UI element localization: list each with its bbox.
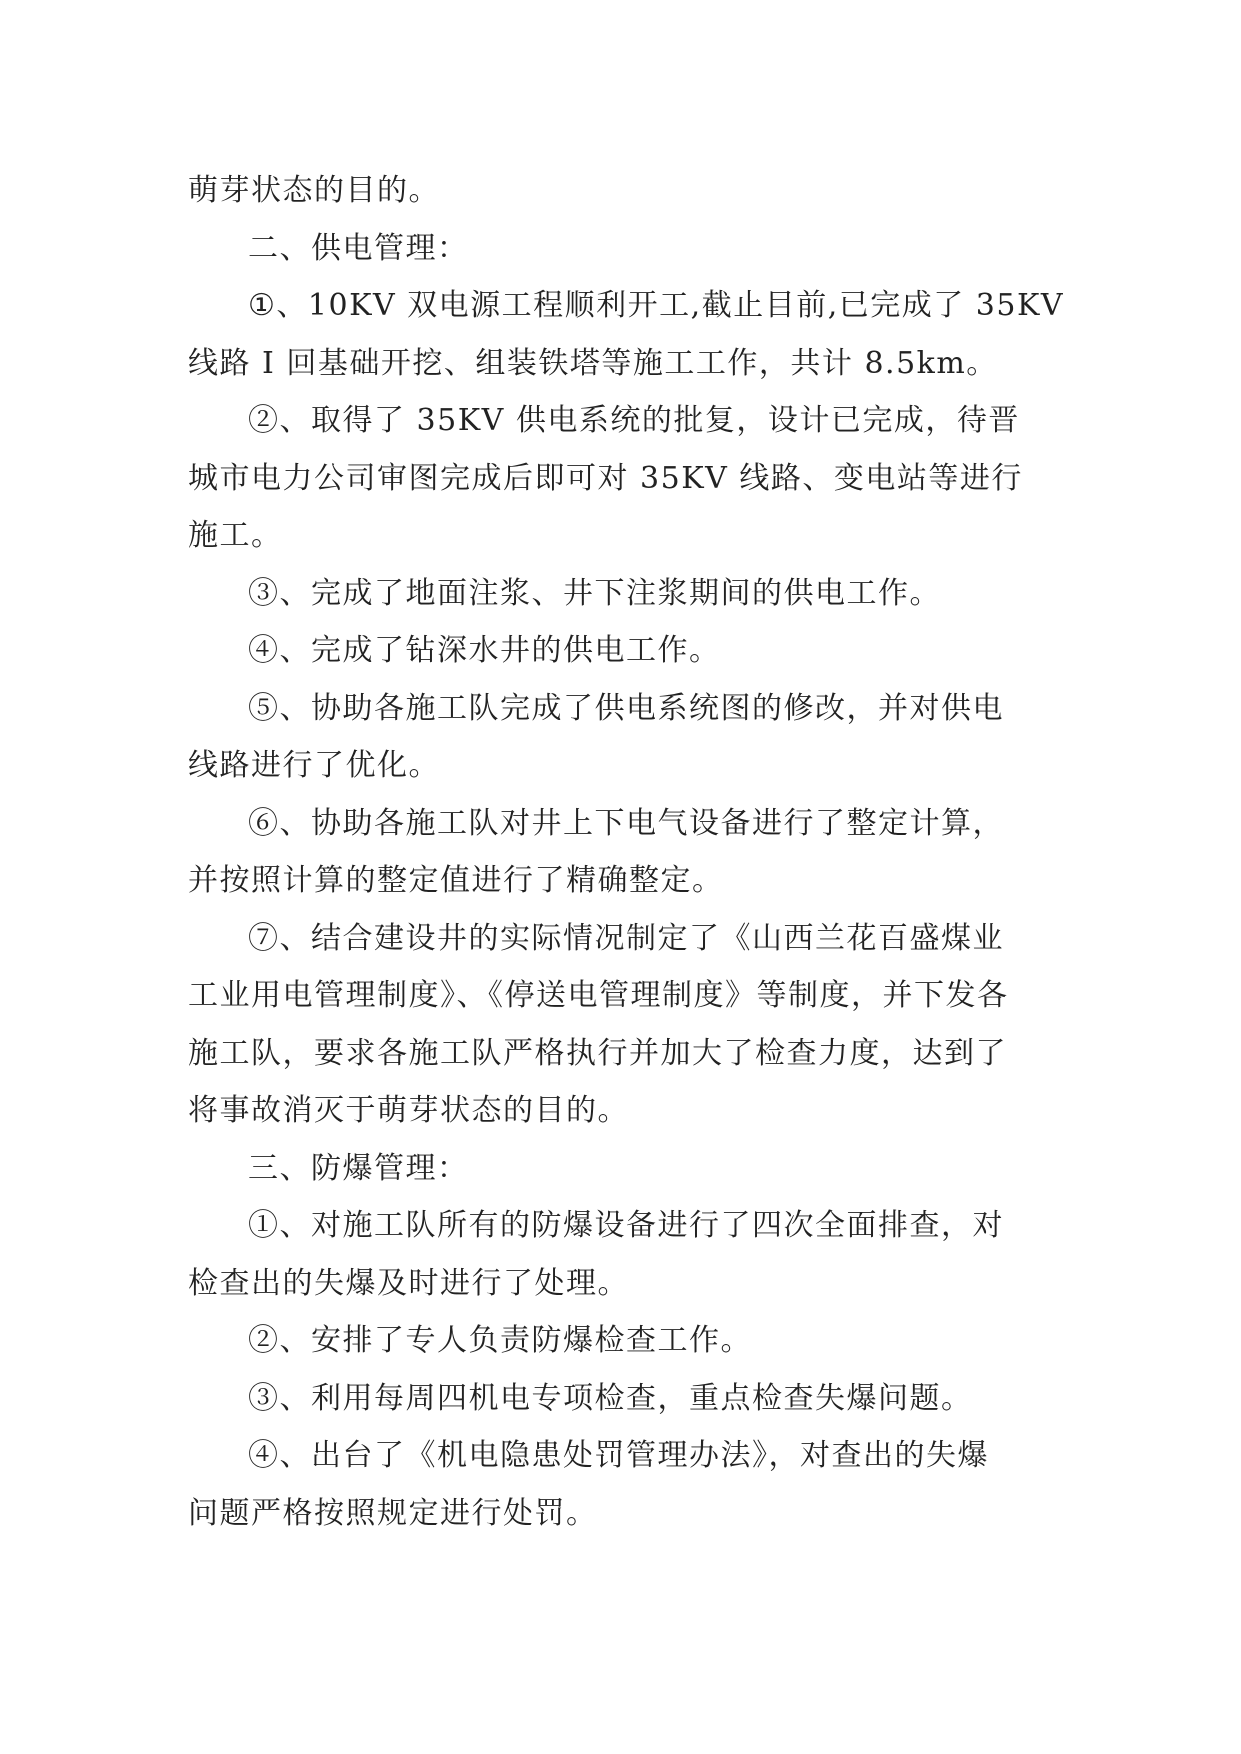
text-line: ①、10KV 双电源工程顺利开工,截止目前,已完成了 35KV (248, 288, 1065, 323)
text-line: 萌芽状态的目的。 (188, 173, 440, 208)
text-line: ②、取得了 35KV 供电系统的批复，设计已完成，待晋 (248, 403, 1020, 438)
text-line: ③、利用每周四机电专项检查，重点检查失爆问题。 (248, 1380, 973, 1416)
text-line: ④、完成了钻深水井的供电工作。 (248, 633, 721, 668)
text-line: 并按照计算的整定值进行了精确整定。 (188, 863, 724, 898)
text-line: ⑥、协助各施工队对井上下电气设备进行了整定计算， (248, 805, 1004, 841)
text-line: ②、安排了专人负责防爆检查工作。 (248, 1323, 752, 1358)
text-line: ③、完成了地面注浆、井下注浆期间的供电工作。 (248, 575, 941, 611)
text-line: 工业用电管理制度》、《停送电管理制度》等制度，并下发各 (188, 978, 1009, 1013)
text-line: 问题严格按照规定进行处罚。 (188, 1495, 598, 1531)
text-line: ⑦、结合建设井的实际情况制定了《山西兰花百盛煤业 (248, 920, 1004, 956)
document-body (188, 162, 1065, 1542)
text-line: 三、防爆管理： (248, 1150, 469, 1186)
text-line: 线路 I 回基础开挖、组装铁塔等施工工作，共计 8.5km。 (188, 345, 998, 381)
text-line: ⑤、协助各施工队完成了供电系统图的修改，并对供电 (248, 690, 1004, 726)
text-line: 城市电力公司审图完成后即可对 35KV 线路、变电站等进行 (188, 460, 1023, 496)
text-line: 施工队，要求各施工队严格执行并加大了检查力度，达到了 (188, 1035, 1007, 1071)
text-line: 线路进行了优化。 (188, 748, 440, 783)
text-line: ①、对施工队所有的防爆设备进行了四次全面排查，对 (248, 1208, 1004, 1243)
text-line: 将事故消灭于萌芽状态的目的。 (188, 1093, 629, 1128)
text-line: 施工。 (188, 518, 283, 553)
text-line: 二、供电管理： (248, 230, 469, 266)
text-line: 检查出的失爆及时进行了处理。 (188, 1265, 629, 1301)
text-line: ④、出台了《机电隐患处罚管理办法》，对查出的失爆 (248, 1438, 989, 1473)
